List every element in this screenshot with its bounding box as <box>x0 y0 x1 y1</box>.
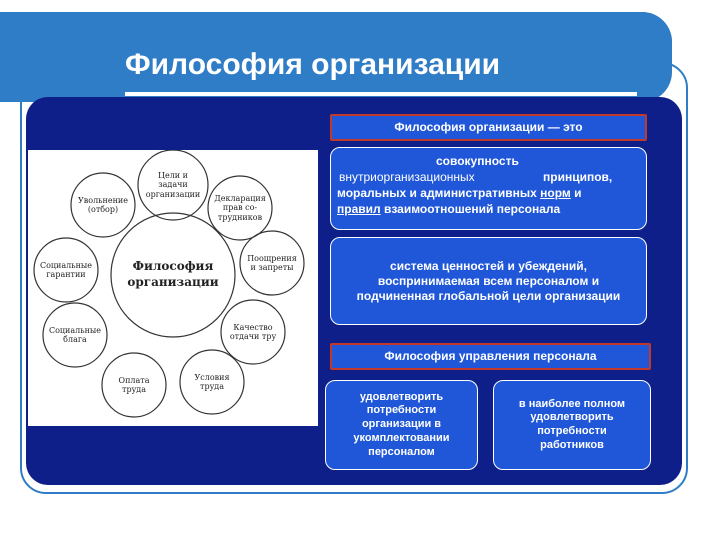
node-label: Условия труда <box>194 372 230 391</box>
node-label: Социальные блага <box>48 325 102 344</box>
slide-title: Философия организации <box>125 48 501 81</box>
node-label: Оплата труда <box>118 375 150 394</box>
node-label: Увольнение (отбор) <box>77 195 128 214</box>
center-node-label: Философия организации <box>127 259 219 289</box>
node-label: Декларация прав со-трудников <box>214 194 266 222</box>
definition-line: правил взаимоотношений персонала <box>337 202 561 216</box>
philosophy-header-box: Философия организации — это <box>330 114 647 141</box>
management-header-box: Философия управления персонала <box>330 343 651 370</box>
node-label: Поощрения и запреты <box>247 253 297 272</box>
philosophy-diagram <box>28 150 318 426</box>
definition-line: совокупность <box>436 154 519 168</box>
node-label: Цели и задачи организации <box>145 171 201 199</box>
values-box: система ценностей и убеждений, воспринимаемая всем персоналом и подчиненная глобальной цели организации <box>330 237 647 325</box>
definition-line: внутриорганизационных <box>339 170 475 184</box>
organization-goal-box: удовлетворить потребности организации в укомплектовании персоналом <box>325 380 478 470</box>
definition-box <box>330 147 647 230</box>
node-label: Социальные гарантии <box>39 260 93 279</box>
definition-line: моральных и административных норм и <box>337 186 582 200</box>
node-label: Качество отдачи тру <box>229 322 277 341</box>
employee-goal-box: в наиболее полном удовлетворить потребности работников <box>493 380 651 470</box>
definition-line: принципов, <box>543 170 613 184</box>
title-underline <box>125 92 637 96</box>
